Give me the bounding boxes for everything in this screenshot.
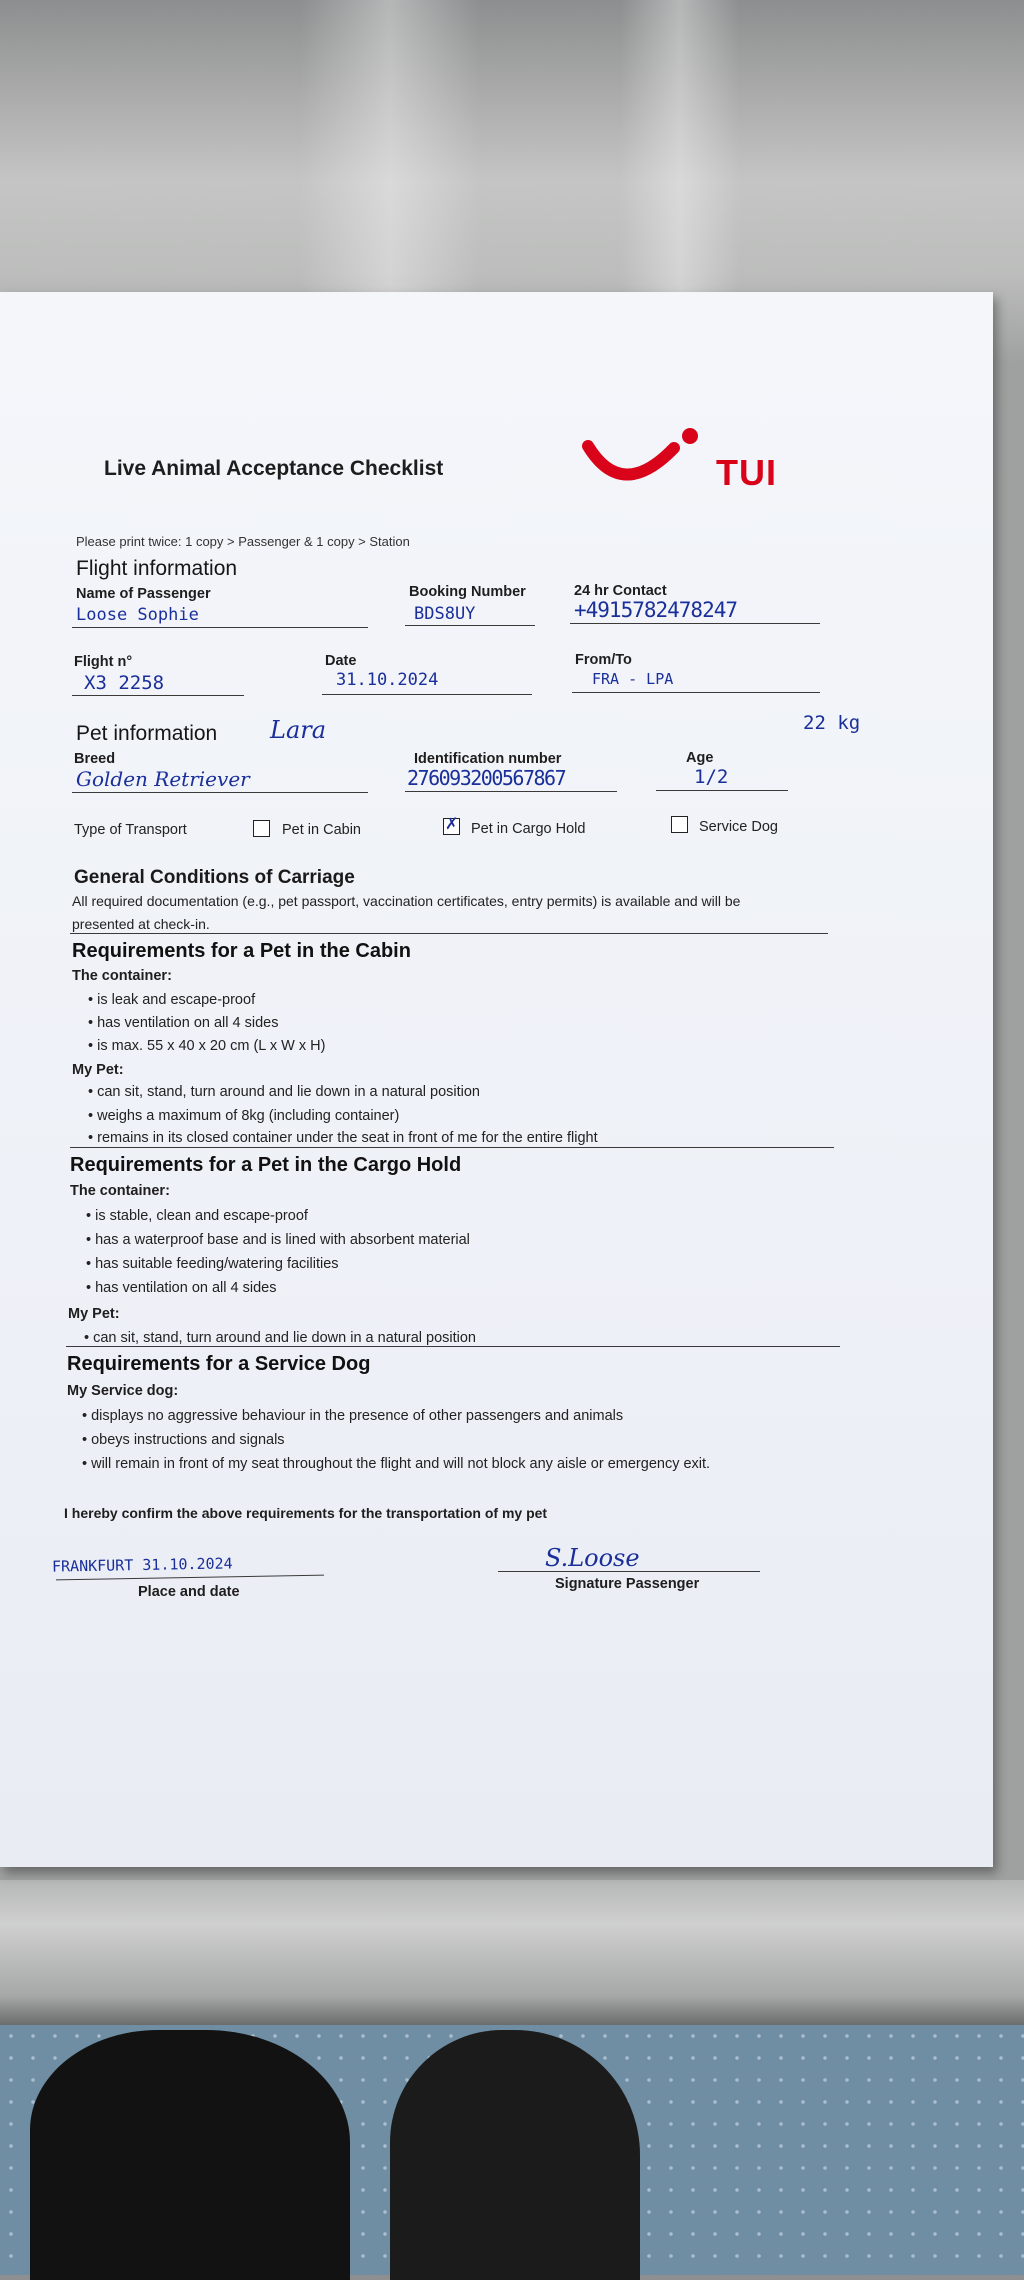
- contact-label: 24 hr Contact: [574, 583, 667, 599]
- print-note: Please print twice: 1 copy > Passenger & 1 copy > Station: [76, 534, 410, 549]
- passenger-line: [72, 627, 368, 628]
- booking-line: [405, 625, 535, 626]
- checkmark-icon: ✗: [445, 816, 459, 833]
- divider: [70, 933, 828, 934]
- divider: [70, 1147, 834, 1148]
- from-to-line: [572, 692, 820, 693]
- cabin-pet-item: • weighs a maximum of 8kg (including container): [88, 1108, 400, 1124]
- document-title: Live Animal Acceptance Checklist: [104, 457, 444, 480]
- cabin-pet-item: • can sit, stand, turn around and lie down in a natural position: [88, 1084, 480, 1100]
- cargo-container-item: • has a waterproof base and is lined with absorbent material: [86, 1232, 470, 1248]
- flight-no-line: [72, 695, 244, 696]
- shoe: [30, 2030, 350, 2280]
- service-item: • will remain in front of my seat throughout the flight and will not block any aisle or emergency exit.: [82, 1456, 711, 1472]
- breed-label: Breed: [74, 751, 116, 767]
- breed-line: [72, 792, 368, 793]
- flight-no-value[interactable]: X3 2258: [84, 672, 165, 694]
- divider: [66, 1346, 840, 1347]
- place-date-value[interactable]: FRANKFURT 31.10.2024: [51, 1554, 233, 1576]
- flight-no-label: Flight n°: [74, 654, 133, 670]
- passenger-value[interactable]: Loose Sophie: [76, 605, 199, 625]
- signature-value[interactable]: S.Loose: [545, 1544, 640, 1572]
- pet-in-cabin-label: Pet in Cabin: [282, 822, 361, 838]
- date-value[interactable]: 31.10.2024: [336, 670, 439, 690]
- service-dog-checkbox[interactable]: [671, 816, 688, 833]
- age-line: [656, 790, 788, 791]
- cargo-pet-label: My Pet:: [68, 1306, 120, 1322]
- transport-type-label: Type of Transport: [74, 822, 187, 838]
- place-date-line: [56, 1575, 324, 1581]
- general-conditions-line1: All required documentation (e.g., pet passport, vaccination certificates, entry permits) is available and will be: [72, 893, 741, 909]
- date-label: Date: [325, 653, 357, 669]
- cargo-container-item: • has ventilation on all 4 sides: [86, 1280, 277, 1296]
- booking-label: Booking Number: [409, 584, 526, 600]
- cargo-pet-item: • can sit, stand, turn around and lie down in a natural position: [84, 1330, 476, 1346]
- booking-value[interactable]: BDS8UY: [414, 604, 476, 624]
- tui-smile-logo-icon: [582, 422, 702, 502]
- id-number-value[interactable]: 276093200567867: [407, 766, 566, 790]
- cabin-container-label: The container:: [72, 968, 172, 984]
- cabin-container-item: • is max. 55 x 40 x 20 cm (L x W x H): [88, 1038, 326, 1054]
- pet-in-cargo-checkbox[interactable]: [443, 818, 460, 835]
- general-conditions-line2: presented at check-in.: [72, 916, 210, 932]
- service-dog-label-heading: My Service dog:: [67, 1383, 179, 1399]
- from-to-value[interactable]: FRA - LPA: [592, 670, 674, 688]
- pet-info-heading: Pet information: [76, 722, 218, 745]
- flight-info-heading: Flight information: [76, 557, 238, 580]
- age-label: Age: [686, 750, 714, 766]
- counter-highlight: [620, 0, 740, 300]
- cabin-heading: Requirements for a Pet in the Cabin: [72, 940, 411, 962]
- place-date-label: Place and date: [138, 1584, 240, 1600]
- checklist-paper: [0, 292, 993, 1867]
- service-dog-label: Service Dog: [699, 819, 778, 835]
- signature-line: [498, 1571, 760, 1572]
- date-line: [322, 694, 532, 695]
- contact-line: [570, 623, 820, 624]
- id-number-line: [405, 791, 617, 792]
- general-conditions-heading: General Conditions of Carriage: [74, 867, 355, 888]
- tui-logo-text: TUI: [716, 452, 777, 493]
- breed-value[interactable]: Golden Retriever: [76, 767, 250, 791]
- shoe: [390, 2030, 640, 2280]
- id-number-label: Identification number: [414, 751, 562, 767]
- pet-in-cargo-label: Pet in Cargo Hold: [471, 821, 586, 837]
- cabin-container-item: • has ventilation on all 4 sides: [88, 1015, 279, 1031]
- metal-counter: [0, 1880, 1024, 2025]
- cargo-container-item: • is stable, clean and escape-proof: [86, 1208, 308, 1224]
- pet-name-value[interactable]: Lara: [270, 716, 327, 744]
- cargo-heading: Requirements for a Pet in the Cargo Hold: [70, 1154, 462, 1176]
- age-value[interactable]: 1/2: [694, 766, 729, 788]
- from-to-label: From/To: [575, 652, 632, 668]
- pet-in-cabin-checkbox[interactable]: [253, 820, 270, 837]
- counter-highlight: [300, 0, 480, 300]
- signature-label: Signature Passenger: [555, 1576, 700, 1592]
- contact-value[interactable]: +4915782478247: [574, 598, 738, 622]
- service-item: • obeys instructions and signals: [82, 1432, 285, 1448]
- confirmation-text: I hereby confirm the above requirements for the transportation of my pet: [64, 1505, 548, 1521]
- pet-weight-value[interactable]: 22 kg: [803, 712, 861, 734]
- service-item: • displays no aggressive behaviour in the presence of other passengers and animals: [82, 1408, 624, 1424]
- cabin-container-item: • is leak and escape-proof: [88, 992, 256, 1008]
- passenger-label: Name of Passenger: [76, 586, 211, 602]
- service-heading: Requirements for a Service Dog: [67, 1353, 371, 1375]
- cabin-pet-item: • remains in its closed container under the seat in front of me for the entire flight: [88, 1130, 598, 1146]
- cabin-pet-label: My Pet:: [72, 1062, 124, 1078]
- cargo-container-label: The container:: [70, 1183, 170, 1199]
- cargo-container-item: • has suitable feeding/watering facilities: [86, 1256, 339, 1272]
